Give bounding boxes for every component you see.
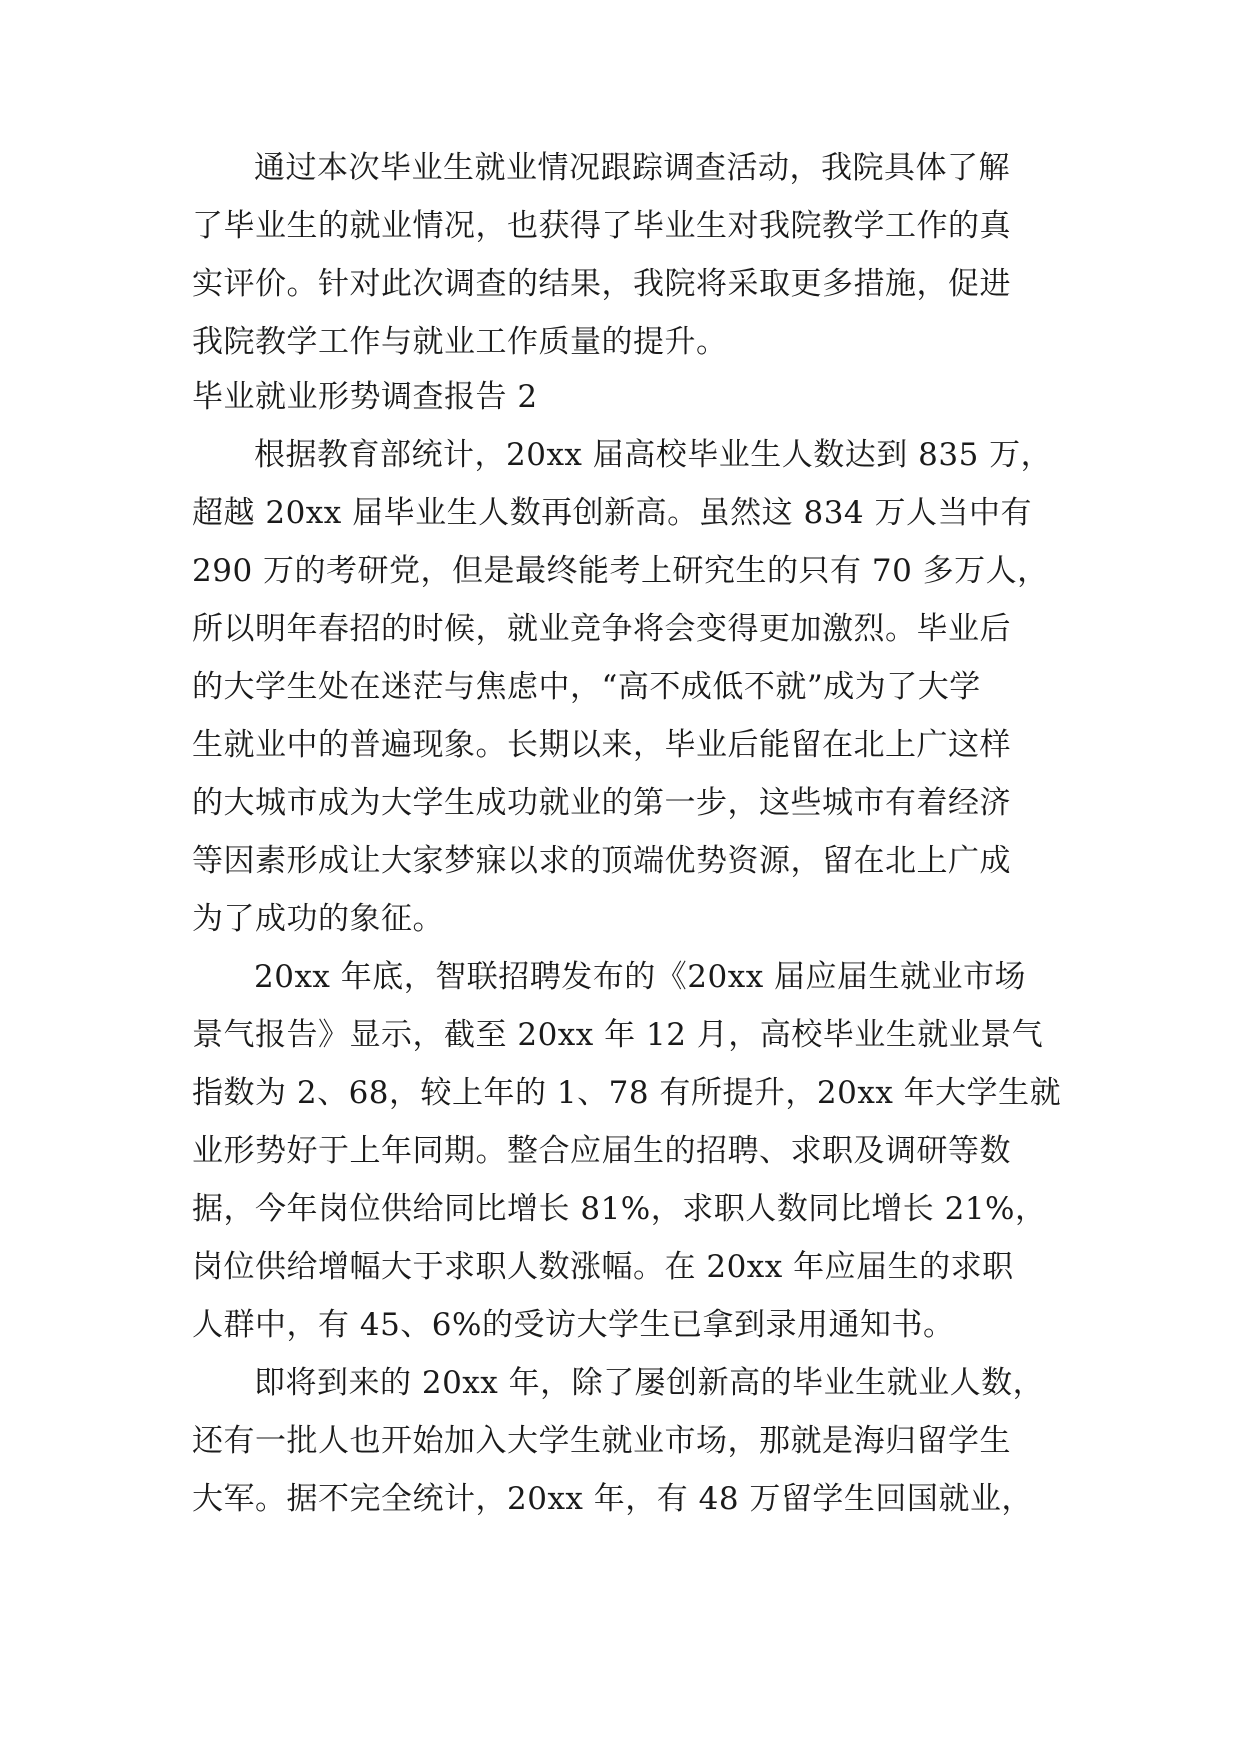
paragraph-4-line-1: 即将到来的 20xx 年，除了屡创新高的毕业生就业人数，	[254, 1365, 1045, 1401]
paragraph-2-line-2: 超越 20xx 届毕业生人数再创新高。虽然这 834 万人当中有	[192, 495, 1032, 531]
paragraph-3-line-4: 业形势好于上年同期。整合应届生的招聘、求职及调研等数	[192, 1133, 1011, 1169]
paragraph-2-line-6: 生就业中的普遍现象。长期以来，毕业后能留在北上广这样	[192, 727, 1011, 763]
paragraph-2-line-7: 的大城市成为大学生成功就业的第一步，这些城市有着经济	[192, 785, 1011, 821]
paragraph-2-line-1: 根据教育部统计，20xx 届高校毕业生人数达到 835 万，	[254, 437, 1053, 473]
paragraph-2-line-9: 为了成功的象征。	[192, 901, 444, 937]
paragraph-3-line-7: 人群中，有 45、6%的受访大学生已拿到录用通知书。	[192, 1307, 955, 1343]
paragraph-1-line-3: 实评价。针对此次调查的结果，我院将采取更多措施，促进	[192, 266, 1011, 302]
paragraph-2-line-5: 的大学生处在迷茫与焦虑中，“高不成低不就”成为了大学	[192, 669, 981, 705]
paragraph-1-line-1: 通过本次毕业生就业情况跟踪调查活动，我院具体了解	[254, 150, 1010, 186]
paragraph-3-line-2: 景气报告》显示，截至 20xx 年 12 月，高校毕业生就业景气	[192, 1017, 1044, 1053]
paragraph-1-line-2: 了毕业生的就业情况，也获得了毕业生对我院教学工作的真	[192, 208, 1011, 244]
paragraph-2-line-3: 290 万的考研党，但是最终能考上研究生的只有 70 多万人，	[192, 553, 1049, 589]
paragraph-4-line-3: 大军。据不完全统计，20xx 年，有 48 万留学生回国就业，	[192, 1481, 1033, 1517]
section-heading: 毕业就业形势调查报告 2	[192, 379, 538, 415]
paragraph-2-line-8: 等因素形成让大家梦寐以求的顶端优势资源，留在北上广成	[192, 843, 1011, 879]
paragraph-1-line-4: 我院教学工作与就业工作质量的提升。	[192, 324, 728, 360]
paragraph-2-line-4: 所以明年春招的时候，就业竞争将会变得更加激烈。毕业后	[192, 611, 1011, 647]
paragraph-3-line-5: 据，今年岗位供给同比增长 81%，求职人数同比增长 21%，	[192, 1191, 1047, 1227]
paragraph-3-line-3: 指数为 2、68，较上年的 1、78 有所提升，20xx 年大学生就	[192, 1075, 1062, 1111]
paragraph-4-line-2: 还有一批人也开始加入大学生就业市场，那就是海归留学生	[192, 1423, 1011, 1459]
paragraph-3-line-6: 岗位供给增幅大于求职人数涨幅。在 20xx 年应届生的求职	[192, 1249, 1014, 1285]
paragraph-3-line-1: 20xx 年底，智联招聘发布的《20xx 届应届生就业市场	[254, 959, 1027, 995]
